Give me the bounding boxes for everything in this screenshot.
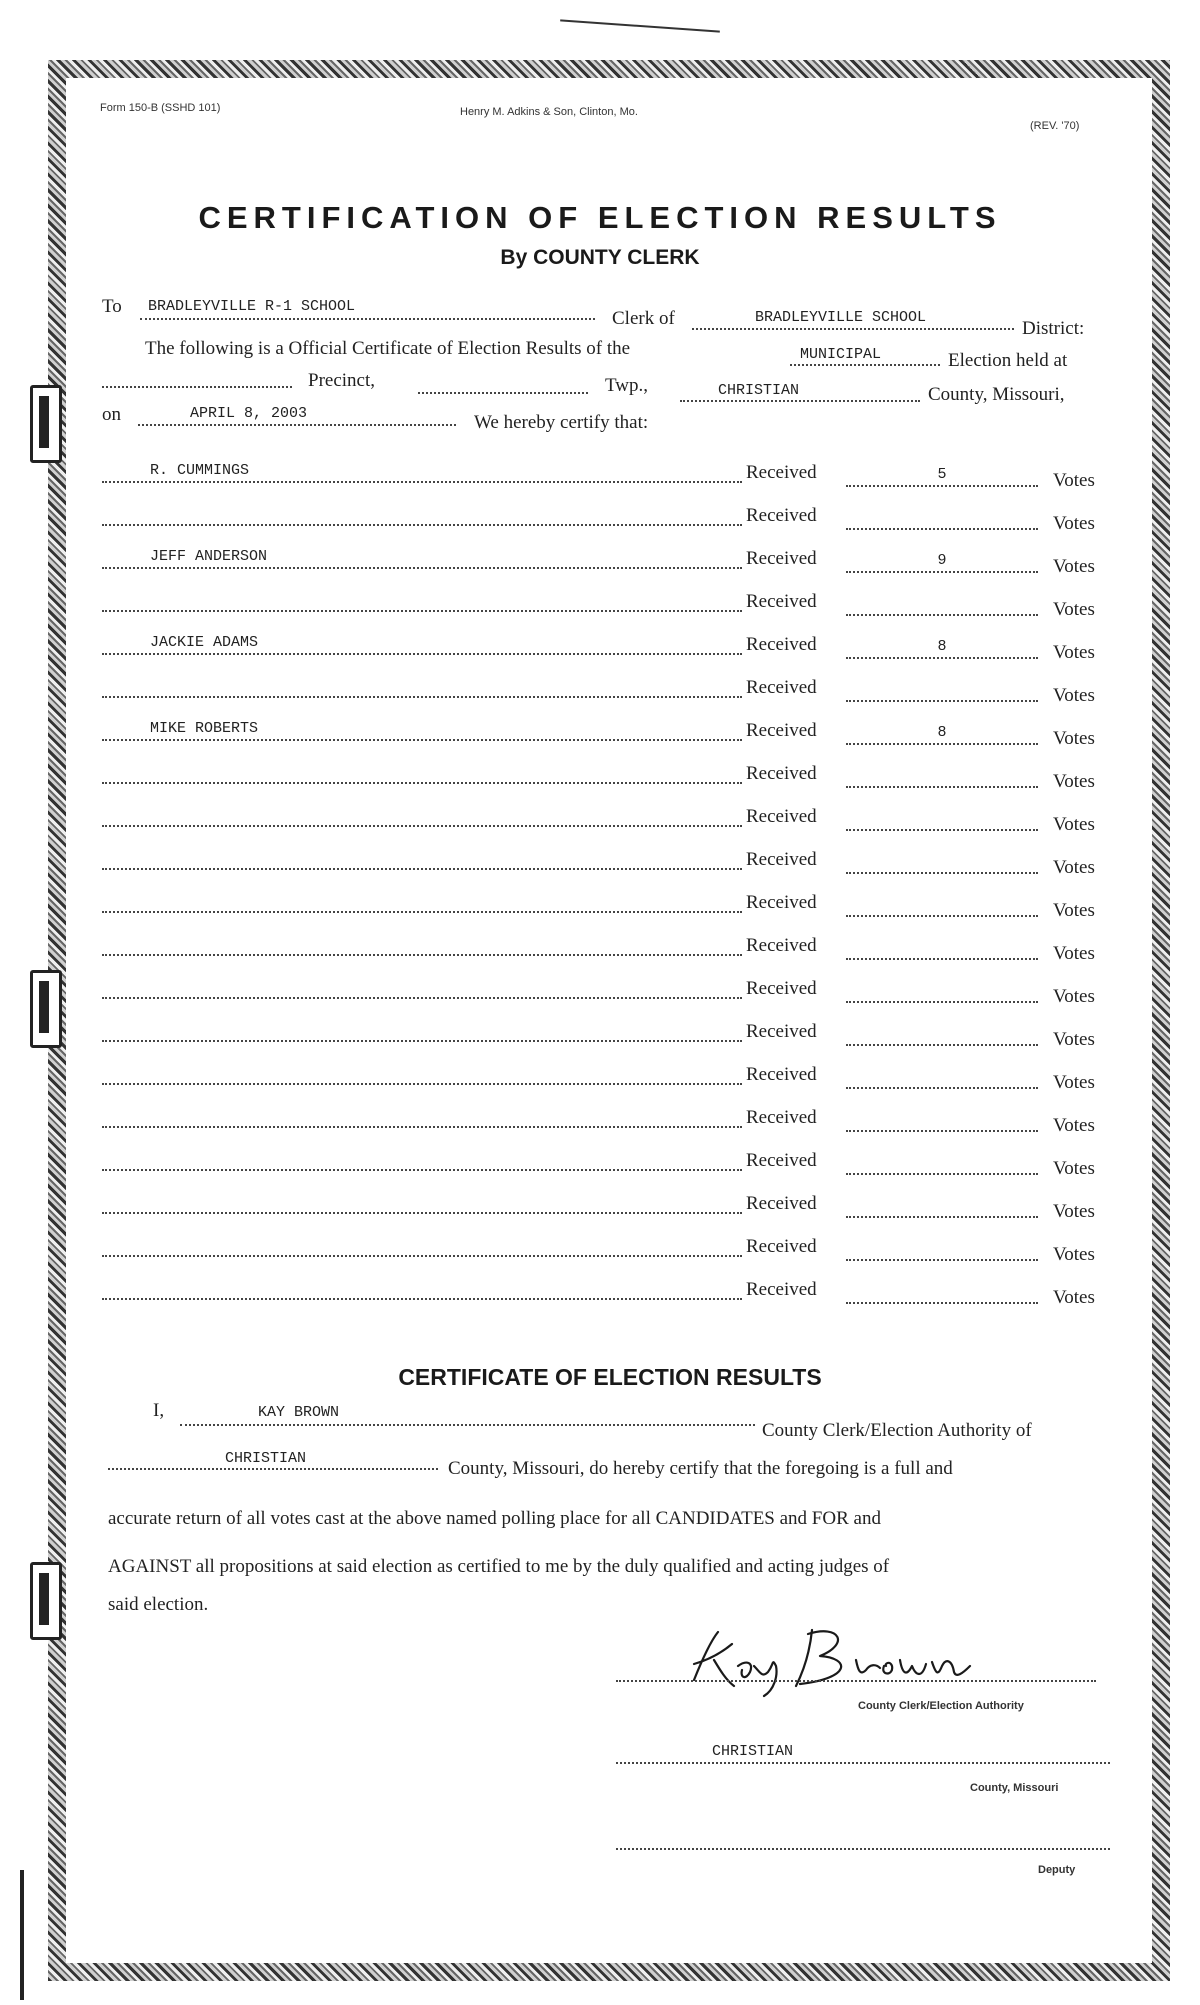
vote-count-field [846, 614, 1038, 616]
votes-label: Votes [1053, 814, 1095, 835]
candidate-name-field [102, 720, 742, 741]
votes-label: Votes [1053, 771, 1095, 792]
clerk-name-field [180, 1424, 755, 1426]
candidate-name-field [102, 548, 742, 569]
precinct-field [102, 386, 292, 388]
votes-label: Votes [1053, 470, 1095, 491]
vote-count-field [846, 552, 1038, 573]
vote-count-field [846, 528, 1038, 530]
sig-county-value: CHRISTIAN [712, 1743, 794, 1760]
vote-count-field [846, 700, 1038, 702]
vote-count: 8 [937, 638, 947, 655]
i-label: I, [153, 1400, 165, 1421]
received-label: Received [746, 935, 817, 956]
district-label: District: [1022, 318, 1085, 339]
clerk-of-label: Clerk of [612, 308, 675, 329]
received-label: Received [746, 1236, 817, 1257]
votes-label: Votes [1053, 1244, 1095, 1265]
received-label: Received [746, 978, 817, 999]
vote-count: 9 [937, 552, 947, 569]
authority-of-text: County Clerk/Election Authority of [762, 1420, 1032, 1441]
vote-count-field [846, 872, 1038, 874]
votes-label: Votes [1053, 900, 1095, 921]
vote-count-field [846, 1130, 1038, 1132]
twp-field [418, 392, 588, 394]
precinct-label: Precinct, [308, 370, 376, 391]
candidate-name-field [102, 825, 742, 827]
clerk-name: KAY BROWN [258, 1404, 340, 1421]
received-label: Received [746, 634, 817, 655]
signer-caption: County Clerk/Election Authority [858, 1700, 1024, 1712]
to-field [140, 318, 595, 320]
deputy-caption: Deputy [1038, 1864, 1076, 1876]
received-label: Received [746, 591, 817, 612]
revision: (REV. '70) [1030, 120, 1080, 132]
votes-label: Votes [1053, 728, 1095, 749]
cert-county-field [108, 1468, 438, 1470]
votes-label: Votes [1053, 1287, 1095, 1308]
candidate-name-field [102, 782, 742, 784]
vote-count-field [846, 1302, 1038, 1304]
received-label: Received [746, 720, 817, 741]
vote-count-field [846, 958, 1038, 960]
clerk-of-field [692, 328, 1014, 330]
vote-count-field [846, 1044, 1038, 1046]
signature-line [616, 1680, 1096, 1682]
candidate-name-field [102, 610, 742, 612]
votes-label: Votes [1053, 685, 1095, 706]
votes-label: Votes [1053, 1115, 1095, 1136]
publisher: Henry M. Adkins & Son, Clinton, Mo. [460, 106, 638, 118]
clerk-of-value: BRADLEYVILLE SCHOOL [755, 309, 927, 326]
candidate-name-field [102, 1083, 742, 1085]
votes-label: Votes [1053, 986, 1095, 1007]
votes-label: Votes [1053, 1072, 1095, 1093]
date-value: APRIL 8, 2003 [190, 405, 308, 422]
candidate-name-field [102, 1298, 742, 1300]
vote-count: 8 [937, 724, 947, 741]
candidate-name-field [102, 997, 742, 999]
received-label: Received [746, 1193, 817, 1214]
page-subtitle: By COUNTY CLERK [500, 246, 700, 269]
election-type: MUNICIPAL [800, 346, 882, 363]
to-value: BRADLEYVILLE R-1 SCHOOL [148, 298, 356, 315]
election-type-field [790, 364, 940, 366]
votes-label: Votes [1053, 599, 1095, 620]
vote-count-field [846, 1087, 1038, 1089]
received-label: Received [746, 763, 817, 784]
candidate-name-field [102, 634, 742, 655]
date-field [138, 424, 456, 426]
candidate-name-field [102, 868, 742, 870]
votes-label: Votes [1053, 513, 1095, 534]
received-label: Received [746, 892, 817, 913]
binder-hole-icon [30, 970, 62, 1048]
candidate-name-field [102, 1126, 742, 1128]
received-label: Received [746, 1279, 817, 1300]
votes-label: Votes [1053, 556, 1095, 577]
cert-body-3: AGAINST all propositions at said election as certified to me by the duly qualified and acting judges of [108, 1556, 890, 1577]
received-label: Received [746, 677, 817, 698]
received-label: Received [746, 849, 817, 870]
candidate-name: JEFF ANDERSON [150, 548, 268, 565]
votes-label: Votes [1053, 1201, 1095, 1222]
cert-county-value: CHRISTIAN [225, 1450, 307, 1467]
vote-count-field [846, 829, 1038, 831]
county-field [680, 400, 920, 402]
vote-count: 5 [937, 466, 947, 483]
cert-body-4: said election. [108, 1594, 209, 1615]
vote-count-field [846, 724, 1038, 745]
candidate-name-field [102, 696, 742, 698]
candidate-name: R. CUMMINGS [150, 462, 250, 479]
cert-body-2: accurate return of all votes cast at the above named polling place for all CANDIDATES and FOR and [108, 1508, 881, 1529]
vote-count-field [846, 638, 1038, 659]
vote-count-field [846, 1216, 1038, 1218]
votes-label: Votes [1053, 943, 1095, 964]
page-title: CERTIFICATION OF ELECTION RESULTS [198, 200, 1002, 235]
intro-text: The following is a Official Certificate of Election Results of the [145, 338, 631, 359]
received-label: Received [746, 505, 817, 526]
votes-label: Votes [1053, 1029, 1095, 1050]
received-label: Received [746, 1150, 817, 1171]
scan-mark [20, 1870, 24, 2000]
candidate-name-field [102, 1255, 742, 1257]
binder-hole-icon [30, 385, 62, 463]
vote-count-field [846, 466, 1038, 487]
county-line [616, 1762, 1110, 1764]
candidate-name-field [102, 524, 742, 526]
candidate-name-field [102, 954, 742, 956]
vote-count-field [846, 1001, 1038, 1003]
scan-mark [560, 19, 720, 32]
received-label: Received [746, 548, 817, 569]
county-value: CHRISTIAN [718, 382, 800, 399]
candidate-name-field [102, 462, 742, 483]
on-label: on [102, 404, 121, 425]
candidate-name: JACKIE ADAMS [150, 634, 259, 651]
deputy-line [616, 1848, 1110, 1850]
to-label: To [102, 296, 122, 317]
vote-count-field [846, 1259, 1038, 1261]
election-held-text: Election held at [948, 350, 1068, 371]
candidate-name-field [102, 911, 742, 913]
received-label: Received [746, 806, 817, 827]
votes-label: Votes [1053, 857, 1095, 878]
binder-hole-icon [30, 1562, 62, 1640]
candidate-name-field [102, 1040, 742, 1042]
county-label: County, Missouri, [928, 384, 1065, 405]
certify-text: We hereby certify that: [474, 412, 649, 433]
vote-count-field [846, 786, 1038, 788]
certificate-title: CERTIFICATE OF ELECTION RESULTS [398, 1364, 822, 1390]
received-label: Received [746, 1021, 817, 1042]
received-label: Received [746, 462, 817, 483]
votes-label: Votes [1053, 642, 1095, 663]
candidate-name: MIKE ROBERTS [150, 720, 259, 737]
form-number: Form 150-B (SSHD 101) [100, 102, 221, 114]
county-caption: County, Missouri [970, 1782, 1059, 1794]
cert-body-1: County, Missouri, do hereby certify that the foregoing is a full and [448, 1458, 953, 1479]
votes-label: Votes [1053, 1158, 1095, 1179]
signature-mark [680, 1620, 1000, 1700]
vote-count-field [846, 1173, 1038, 1175]
vote-count-field [846, 915, 1038, 917]
received-label: Received [746, 1107, 817, 1128]
candidate-name-field [102, 1212, 742, 1214]
candidate-name-field [102, 1169, 742, 1171]
received-label: Received [746, 1064, 817, 1085]
twp-label: Twp., [605, 375, 649, 396]
